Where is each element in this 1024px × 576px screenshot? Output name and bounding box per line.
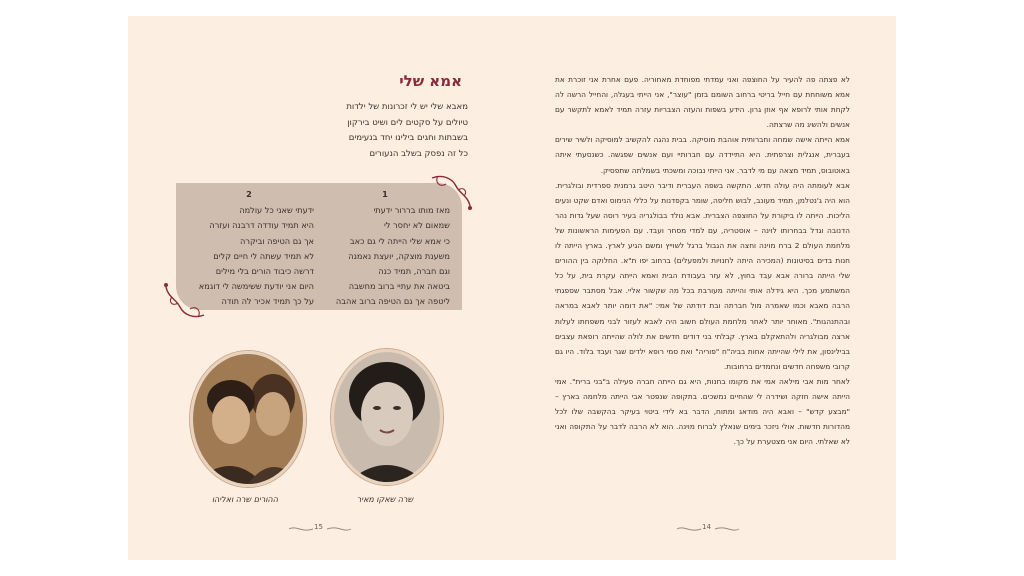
paragraph: אבא לעומתה היה עולה חדש. התקשה בשפה העברית ודיבר היטב גרמנית ספרדית ובולגרית. הוא היה ג'נטלמן, תמיד מעונב, לבוש חליפה, שומר בקפדנות על כללי הנימוס ואדם שקט ונעים הליכות. הייתה לו ביקורת על החוצפה הצברית. אבא נולד בבולגריה בעיר רוסה שעל גדות נהר הדנובה וגדל בבחרותו לוינה – אוסטריה, עם למדי מסחר ועבד. עם הפעימות הראשונות של מלחמת העולם 2 ברח מוינה וחצה את הגבול ברגל לשוייץ ומשם הגיע לארץ. בארץ הייתה לו חנות בדים בסיטונות (המכירה היתה לחנויות ולמפעלים) ברחוב יפו ת"א. החלוקה בין ההורים שלי הייתה ברורה אבא עבד בחוץ, לא עזר בעבודת הבית ואמא הייתה עקרת בית, על כל המשתמע מכך. היא גידלה אותי והייתה מעורבת בכל מה שקשור אליי. אבל מסתבר שספגתי הרבה מאבא וכמו שאמרה מול חברתה ובת דודתה של אמי: "את דומה יותר לאבא במראה ובהתנהגות". מאוחר יותר לאחר מלחמת העולם חשוב היה לאבא לעזור לבני משפחתו לעלות ארצה מבולגריה ולהתאקלם בארץ. קבלתי בני דודים חדשים את לולה שהייתה רופאת עצבים בבילינסון, את לילי שהייתה אחות בביה"ח "פוריה" ואת סמי רופא ילדים שגר ועבד בלוד. היו גם קרובי משפחה חדשים ונחמדים ברחובות. <box>555 180 850 371</box>
portrait-caption: שרה שאקו מאיר <box>356 495 414 504</box>
paragraph: אמא הייתה אישה שמחה וחברותית אוהבת מוסיקה. בבית נהגה להקשיב למוסיקה ולשיר שירים בעברית, אנגלית וצרפתית. היא התיידדה עם חברותיי ועם אנשים שפגשה. כשנסעתי איתה באוטובוס, תמיד מצאה עם מי לדבר. אני הייתי נבוכה ומשכתי בשמלתה שתפסיק. <box>555 135 850 175</box>
intro-poem <box>310 100 468 162</box>
page-number: 14 <box>702 523 711 531</box>
portrait-image <box>334 352 440 482</box>
stanza-number: 1 <box>382 189 388 199</box>
stanza-number: 2 <box>246 189 252 199</box>
page-title: אמא שלי <box>399 72 462 90</box>
parents-caption: ההורים שרה ואליהו <box>211 495 278 504</box>
intro-line: כל זה נפסק בשלב הנעורים <box>369 148 468 159</box>
poem-line: משענת מוצקה, יועצת נאמנה <box>348 250 450 261</box>
poem-line: כי אמא שלי הייתה לי גם כאב <box>349 235 450 246</box>
flourish-ornament-icon <box>162 279 208 321</box>
footer-swash-icon <box>288 525 314 533</box>
paragraph: לא פצתה פה להעיר על החוצפה ואני עמדתי מפוחדת מאחוריה. פעם אחרת אני זוכרת את אמא משוחחת עם חייל בריטי ברחוב השומם בזמן "עוצר", אני הייתי בעגלה, והחייל הרשה לה לקחת אותי לרופא אף אוזן גרון. הידע בשפות והעזה הצבריות עזרה תמיד לאמא לתקשר עם אנשים ולהשיג מה שרצתה. <box>555 75 850 130</box>
poem-line: מאז מותו בררור ידעתי <box>373 205 450 216</box>
poem-box <box>176 183 462 310</box>
poem-line: דרשה כיבוד הורים בלי מילים <box>215 266 314 277</box>
intro-line: בשבתות וחגים בילינו יחד בנעימים <box>348 133 468 143</box>
poem-line: על כך תמיד אכיר לה תודה <box>221 296 314 307</box>
poem-line: היום אני יודעת ששימשה לי דוגמא <box>198 281 314 292</box>
poem-line: ביטאה את עתיי ברוב מחשבה <box>348 281 450 292</box>
poem-line: שמאום לא יחסר לי <box>383 220 450 231</box>
parents-photo <box>190 351 306 487</box>
intro-line: טיולים על סקטים לים ושיט בירקון <box>347 117 468 128</box>
flourish-ornament-icon <box>428 172 474 214</box>
poem-line: וגם חברה, תמיד כנה <box>378 266 450 277</box>
poem-line: לא תמיד עשתה לי חיים קלים <box>213 250 314 261</box>
footer-swash-icon <box>326 525 352 533</box>
poem-line: היא תמיד עודדה דרבנה ועזרה <box>209 220 314 231</box>
parents-image <box>193 354 303 484</box>
page-number: 15 <box>314 523 323 531</box>
paragraph: לאחר מות אבי מילאה אמי את מקומו בחנות, היא גם הייתה חברה פעילה ב"בני ברית". אמי הייתה אישה חזקה ושידרה לי שהחיים נמשכים. בתקופה שנפטר אבי הייתה מלחמה בארץ – "מבצע קדש" – ואבא היה מודאג ומתוח, הדבר בא לידי ביטוי בעיקר בהקשבה שלו לכל מהדורות חדשות. אולי ניזכר בימים שנאלץ לברוח מוינה. הוא לא הרבה לדבר על התקופה ואני לא שאלתי. היום אני מצטערת על כך. <box>555 376 850 447</box>
poem-line: ידעתי שאני כל עולמה <box>239 205 314 216</box>
footer-swash-icon <box>676 525 702 533</box>
footer-swash-icon <box>714 525 740 533</box>
poem-line: אך גם הטיפה וביקרה <box>239 235 314 246</box>
portrait-photo <box>331 349 443 485</box>
intro-line: מאבא שלי יש לי זכרונות של ילדות <box>346 102 468 112</box>
body-text <box>555 72 850 449</box>
poem-line: ליטפה אך גם הטיפה ברוב אהבה <box>335 296 450 307</box>
